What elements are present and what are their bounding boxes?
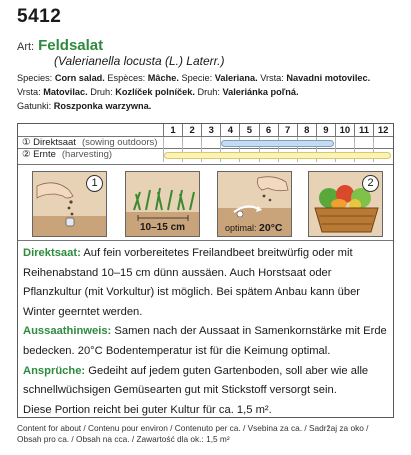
content-amount-footer bbox=[17, 423, 397, 444]
sowing-calendar bbox=[18, 124, 393, 164]
species-value: Kozlíček polníček. bbox=[115, 87, 195, 97]
calendar-row-label bbox=[22, 137, 157, 149]
species-value: Navadni motovilec. bbox=[286, 73, 371, 83]
calendar-header-row bbox=[18, 124, 393, 137]
footer-line: Content for about / Contenu pour environ / Contenuto per ca. / Vsebina za ca. / Sadržaj za oko / bbox=[17, 423, 369, 433]
row-title: Ernte bbox=[33, 149, 56, 160]
row-number: ① bbox=[22, 137, 31, 148]
sowing-tip-paragraph bbox=[23, 322, 388, 361]
month-header: 9 bbox=[316, 124, 335, 137]
row-title: Direktsaat bbox=[33, 137, 76, 148]
germination-illustration bbox=[217, 171, 292, 237]
latin-name: (Valerianella locusta (L.) Laterr.) bbox=[54, 54, 225, 68]
species-label: Vrsta: bbox=[17, 87, 41, 97]
month-header: 7 bbox=[278, 124, 297, 137]
species-translations bbox=[17, 71, 402, 113]
month-header: 1 bbox=[163, 124, 182, 137]
month-header: 8 bbox=[297, 124, 316, 137]
sowing-illustration bbox=[32, 171, 107, 237]
growing-instructions bbox=[18, 240, 393, 420]
paragraph-body: Gedeiht auf jedem guten Gartenboden, soll aber wie alle schnellwüchsigen Gemüsearten gut mit Stickstoff versorgt sein. bbox=[23, 364, 369, 397]
sowing-period-bar bbox=[221, 140, 334, 147]
month-header: 4 bbox=[220, 124, 239, 137]
paragraph-heading: Aussaathinweis: bbox=[23, 325, 112, 338]
month-gridline bbox=[163, 137, 164, 162]
row-subtitle: (sowing outdoors) bbox=[81, 137, 158, 148]
temperature-label: optimal: bbox=[225, 223, 257, 233]
paragraph-heading: Ansprüche: bbox=[23, 364, 86, 377]
calendar-row-sowing bbox=[18, 137, 393, 149]
species-value: Roszponka warzywna. bbox=[53, 101, 152, 111]
step-number-badge: 1 bbox=[86, 175, 103, 192]
step-number-badge: 2 bbox=[362, 175, 379, 192]
product-code: 5412 bbox=[17, 6, 62, 27]
month-header: 12 bbox=[373, 124, 392, 137]
harvest-illustration bbox=[308, 171, 383, 237]
temperature-value: 20°C bbox=[259, 222, 283, 234]
harvest-period-bar bbox=[164, 152, 391, 159]
month-header: 5 bbox=[239, 124, 258, 137]
species-label: Species: bbox=[17, 73, 53, 83]
art-label: Art: bbox=[17, 41, 35, 53]
species-line bbox=[17, 71, 402, 85]
requirements-paragraph bbox=[23, 362, 388, 401]
footer-line: Obsah pro ca. / Obsah na cca. / Zawartość dla ok.: 1,5 m² bbox=[17, 433, 230, 444]
product-title-row bbox=[17, 37, 103, 55]
species-line bbox=[17, 85, 402, 99]
product-name: Feldsalat bbox=[38, 37, 104, 54]
row-number: ② bbox=[22, 149, 31, 160]
species-label: Specie: bbox=[181, 73, 213, 83]
seed-packet-card bbox=[17, 123, 394, 418]
paragraph-body: Samen nach der Aussaat in Samenkornstärke mit Erde bedecken. 20°C Bodentemperatur ist für die Keimung optimal. bbox=[23, 325, 387, 357]
direct-sowing-paragraph bbox=[23, 244, 388, 322]
species-label: Gatunki: bbox=[17, 101, 52, 111]
paragraph-body: Auf fein vorbereitetes Freilandbeet breitwürfig oder mit Reihenabstand 10–15 cm dünn aussäen. Auch Horstsaat oder Pflanzkultur (mit Vorkultur) ist möglich. Bei spätem Anbau kann über Winter geerntet werden. bbox=[23, 247, 361, 318]
month-header: 10 bbox=[335, 124, 354, 137]
species-label: Druh: bbox=[197, 87, 220, 97]
species-value: Mâche. bbox=[147, 73, 179, 83]
portion-note: Diese Portion reicht bei guter Kultur für ca. 1,5 m². bbox=[23, 403, 272, 416]
species-line bbox=[17, 99, 402, 113]
species-label: Espèces: bbox=[107, 73, 146, 83]
species-label: Vrsta: bbox=[260, 73, 284, 83]
month-header: 2 bbox=[182, 124, 201, 137]
month-header: 3 bbox=[201, 124, 220, 137]
calendar-row-label bbox=[22, 149, 112, 161]
paragraph-heading: Direktsaat: bbox=[23, 247, 81, 259]
species-value: Valeriana. bbox=[214, 73, 258, 83]
species-value: Matovilac. bbox=[43, 87, 88, 97]
row-spacing-label: 10–15 cm bbox=[140, 222, 186, 233]
month-header: 11 bbox=[354, 124, 373, 137]
species-value: Corn salad. bbox=[54, 73, 105, 83]
species-label: Druh: bbox=[90, 87, 113, 97]
row-subtitle: (harvesting) bbox=[61, 149, 113, 160]
spacing-illustration bbox=[125, 171, 200, 237]
species-value: Valeriánka poľná. bbox=[222, 87, 299, 97]
optimal-temperature bbox=[225, 222, 283, 234]
illustration-strip bbox=[18, 164, 393, 240]
month-header: 6 bbox=[259, 124, 278, 137]
